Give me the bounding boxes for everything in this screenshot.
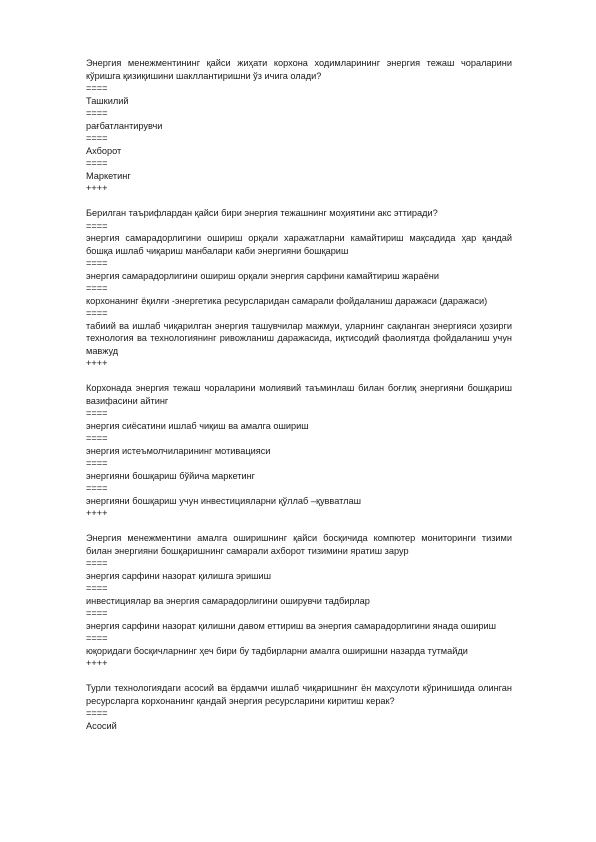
end-marker: ++++ <box>86 658 108 668</box>
option-separator: ==== <box>86 608 108 618</box>
option-text-line: Ахборот <box>86 145 122 156</box>
question-text-line: Энергия менежментининг қайси жиҳати корхона ходимларининг энергия тежаш чораларини <box>86 58 512 68</box>
option-text-line: энергияни бошқариш бўйича маркетинг <box>86 470 256 481</box>
option-separator: ==== <box>86 258 108 268</box>
question-text-line: Турли технологиядаги асосий ва ёрдамчи ишлаб чиқаришнинг ён маҳсулоти кўринишида олинган <box>86 683 512 693</box>
option-text-line: табиий ва ишлаб чиқарилган энергия ташувчилар мажмуи, уларнинг сақланган энергияси ҳозирги <box>86 320 512 331</box>
question-list <box>86 57 512 732</box>
option-text-line: энергия сарфини назорат қилишни давом еттириш ва энергия самарадорлигини янада ошириш <box>86 620 497 631</box>
option-text-line: рағбатлантирувчи <box>86 120 163 131</box>
question-text-line: вазифасини айтинг <box>86 395 169 406</box>
question-block <box>86 682 512 732</box>
option-text-line: корхонанинг ёқилғи -энергетика ресурсларидан самарали фойдаланиш даражаси (даражаси) <box>86 295 488 306</box>
option-separator: ==== <box>86 633 108 643</box>
option-text-line: инвестициялар ва энергия самарадорлигини оширувчи тадбирлар <box>86 595 370 606</box>
end-marker: ++++ <box>86 508 108 518</box>
question-block <box>86 207 512 382</box>
option-text-line: энергия самарадорлигини ошириш орқали энергия сарфини камайтириш жараёни <box>86 270 439 281</box>
option-separator: ==== <box>86 458 108 468</box>
option-separator: ==== <box>86 133 108 143</box>
option-separator: ==== <box>86 583 108 593</box>
option-text-line: бошқа ишлаб чиқариш манбалари каби энергияни бошқариш <box>86 245 349 256</box>
option-separator: ==== <box>86 483 108 493</box>
option-text-line: технология ва технологиянинг ривожланиш даражасида, иқтисодий фаолиятда фойдаланиш учун <box>86 333 512 343</box>
option-separator: ==== <box>86 158 108 168</box>
question-text-line: Энергия менежментини амалга оширишнинг қайси босқичида компютер мониторинги тизими <box>86 533 512 543</box>
option-separator: ==== <box>86 83 108 93</box>
question-block <box>86 532 512 682</box>
option-separator: ==== <box>86 433 108 443</box>
option-separator: ==== <box>86 708 108 718</box>
question-text-line: кўришга қизиқишини шакллантиришни ўз ичига олади? <box>86 70 322 81</box>
question-text-line: Берилган таърифлардан қайси бири энергия тежашнинг моҳиятини акс эттиради? <box>86 208 438 218</box>
option-separator: ==== <box>86 108 108 118</box>
question-gap <box>86 370 512 383</box>
question-block <box>86 57 512 207</box>
end-marker: ++++ <box>86 358 108 368</box>
option-text-line: Асосий <box>86 720 117 731</box>
option-separator: ==== <box>86 220 108 231</box>
option-text-line: юқоридаги босқичларнинг ҳеч бири бу тадбирларни амалга оширишни назарда тутмайди <box>86 645 468 656</box>
question-block <box>86 382 512 532</box>
option-separator: ==== <box>86 308 108 318</box>
question-gap <box>86 670 512 683</box>
option-text-line: Маркетинг <box>86 170 131 181</box>
document-page <box>86 0 512 732</box>
option-text-line: энергияни бошқариш учун инвестицияларни қўллаб –қувватлаш <box>86 495 361 506</box>
option-separator: ==== <box>86 558 108 568</box>
option-separator: ==== <box>86 408 108 418</box>
option-separator: ==== <box>86 283 108 293</box>
option-text-line: энергия самарадорлигини ошириш орқали харажатларни камайтириш мақсадида ҳар қандай <box>86 233 512 243</box>
option-text-line: энергия истеъмолчиларининг мотивацияси <box>86 445 271 456</box>
option-text-line: мавжуд <box>86 345 119 356</box>
option-text-line: энергия сиёсатини ишлаб чиқиш ва амалга ошириш <box>86 420 309 431</box>
option-text-line: Ташкилий <box>86 95 129 106</box>
end-marker: ++++ <box>86 183 108 193</box>
question-gap <box>86 520 512 533</box>
option-text-line: энергия сарфини назорат қилишга эришиш <box>86 570 271 581</box>
question-gap <box>86 195 512 208</box>
question-text-line: ресурсларга корхонанинг қандай энергия ресурсларини киритиш керак? <box>86 695 395 706</box>
question-text-line: билан энергияни бошқаришнинг самарали ахборот тизимини яратиш зарур <box>86 545 409 556</box>
top-margin <box>86 0 512 57</box>
question-text-line: Корхонада энергия тежаш чораларини молиявий таъминлаш билан боғлиқ энергияни бошқариш <box>86 383 512 393</box>
